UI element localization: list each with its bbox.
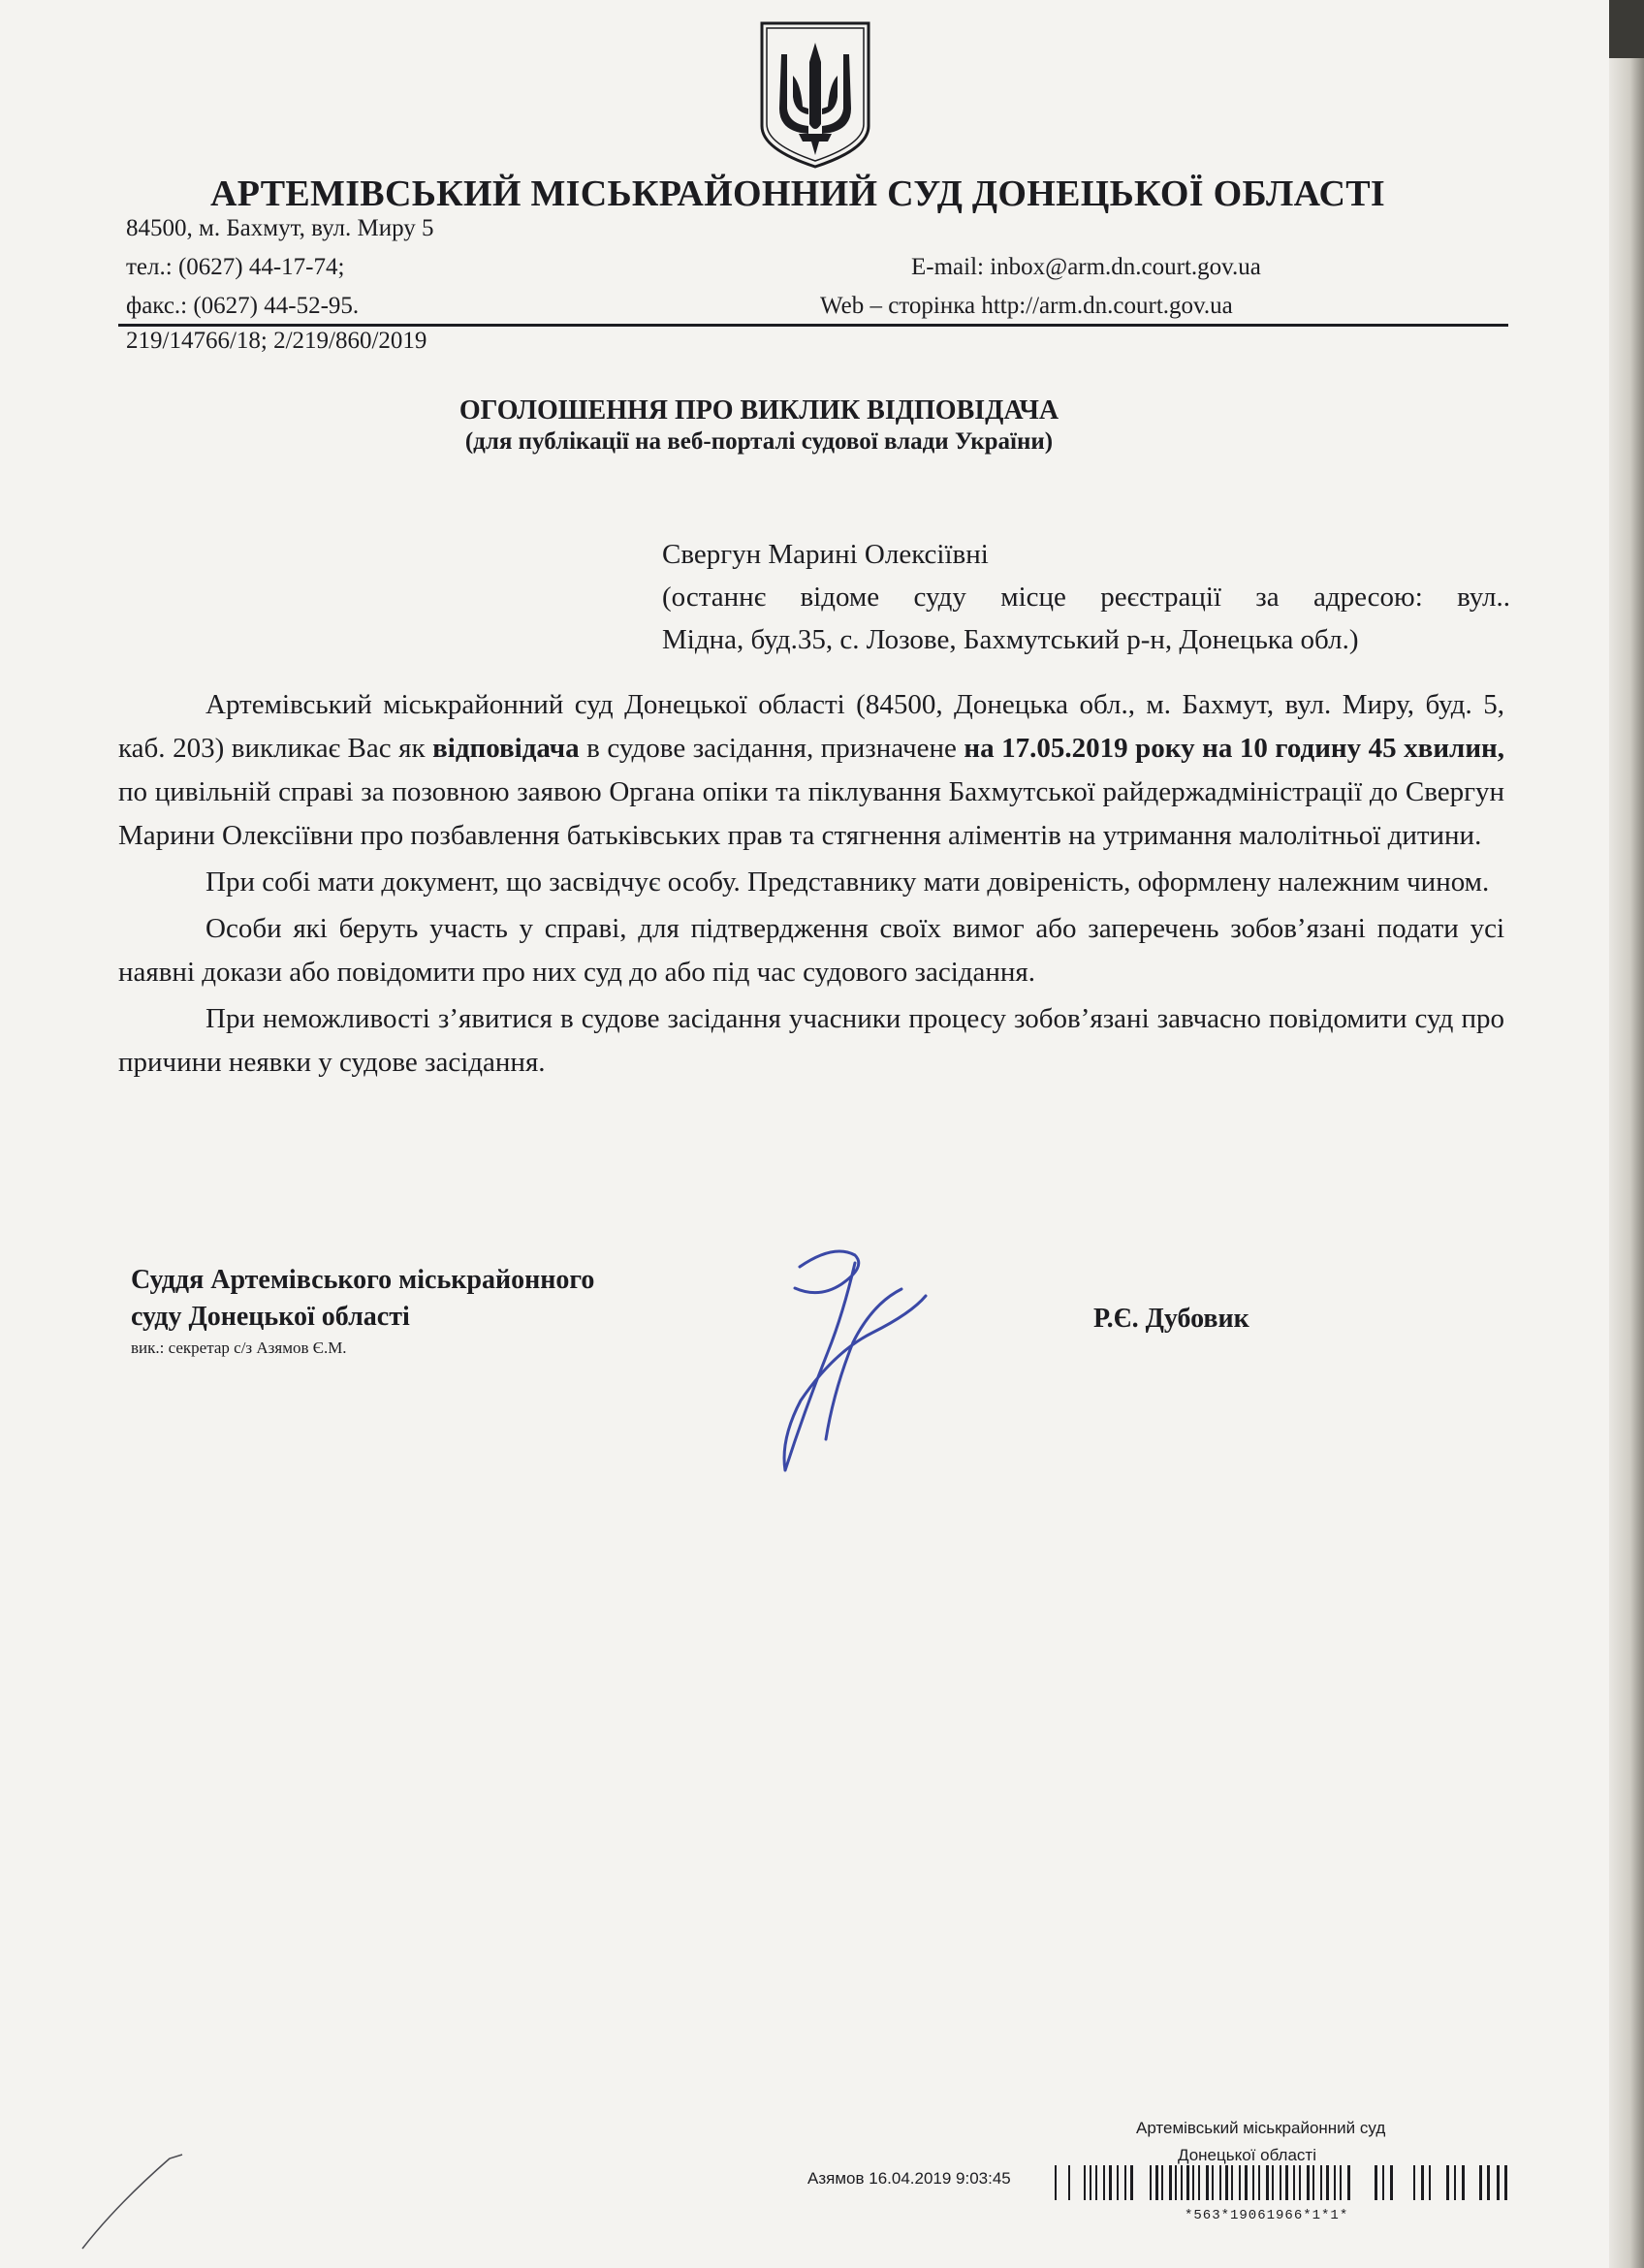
registry-court-line2: Донецької області [1178,2146,1316,2164]
addressee-address-line2: Мідна, буд.35, с. Лозове, Бахмутський р-н, Донецька обл.) [662,624,1359,655]
notice-body [118,683,1504,1085]
court-phone: тел.: (0627) 44-17-74; [126,254,345,280]
trident-emblem-icon [758,19,872,171]
notice-paragraph: Особи які беруть участь у справі, для підтвердження своїх вимог або заперечень зобов’язані подати усі наявні докази або повідомити про них суд до або під час судового засідання. [118,913,1504,988]
court-address: 84500, м. Бахмут, вул. Миру 5 [126,215,434,241]
registry-stamp: Азямов 16.04.2019 9:03:45 [807,2169,1011,2188]
judge-name: Р.Є. Дубовик [1093,1304,1249,1334]
executor-note: вик.: секретар с/з Азямов Є.М. [131,1339,347,1357]
page-edge-shadow [1609,0,1644,58]
judge-title: Суддя Артемівського міськрайонного суду Донецької області [131,1265,595,1332]
document-title: ОГОЛОШЕННЯ ПРО ВИКЛИК ВІДПОВІДАЧА [458,395,1059,425]
document-subtitle: (для публікації на веб-порталі судової влади України) [464,428,1054,455]
notice-paragraph: При собі мати документ, що засвідчує особу. Представнику мати довіреність, оформлену належним чином. [206,866,1490,898]
addressee-name: Свергун Марині Олексіївні [662,539,989,570]
handwritten-signature [766,1245,931,1473]
page-edge [1609,0,1644,2268]
header-divider [118,324,1508,327]
barcode-number: *563*19061966*1*1* [1185,2208,1349,2223]
registry-barcode [1055,2165,1510,2200]
notice-paragraph: При неможливості з’явитися в судове засідання учасники процесу зобов’язані завчасно повідомити суд про причини неявки у судове засідання. [118,1003,1504,1078]
court-name: АРТЕМІВСЬКИЙ МІСЬКРАЙОННИЙ СУД ДОНЕЦЬКОЇ ОБЛАСТІ [210,173,1385,214]
addressee-address-line1: (останнє відоме суду місце реєстрації за адресою: вул.. [662,582,1510,613]
court-website[interactable]: Web – сторінка http://arm.dn.court.gov.ua [820,293,1233,319]
pen-stroke-mark [78,2147,184,2253]
court-email[interactable]: E-mail: inbox@arm.dn.court.gov.ua [911,254,1261,280]
court-fax: факс.: (0627) 44-52-95. [126,293,360,319]
registry-court-line1: Артемівський міськрайонний суд [1136,2119,1386,2137]
case-numbers: 219/14766/18; 2/219/860/2019 [126,328,427,354]
notice-paragraph: Артемівський міськрайонний суд Донецької області (84500, Донецька обл., м. Бахмут, вул. Миру, буд. 5, каб. 203) викликає Вас як відповідача в судове засідання, призначене на 17.05.2019 року на 10 годину 45 хвилин, по цивільній справі за позовною заявою Органа опіки та піклування Бахмутської райдержадміністрації до Свергун Марини Олексіївни про позбавлення батьківських прав та стягнення аліментів на утримання малолітньої дитини. [118,689,1504,851]
